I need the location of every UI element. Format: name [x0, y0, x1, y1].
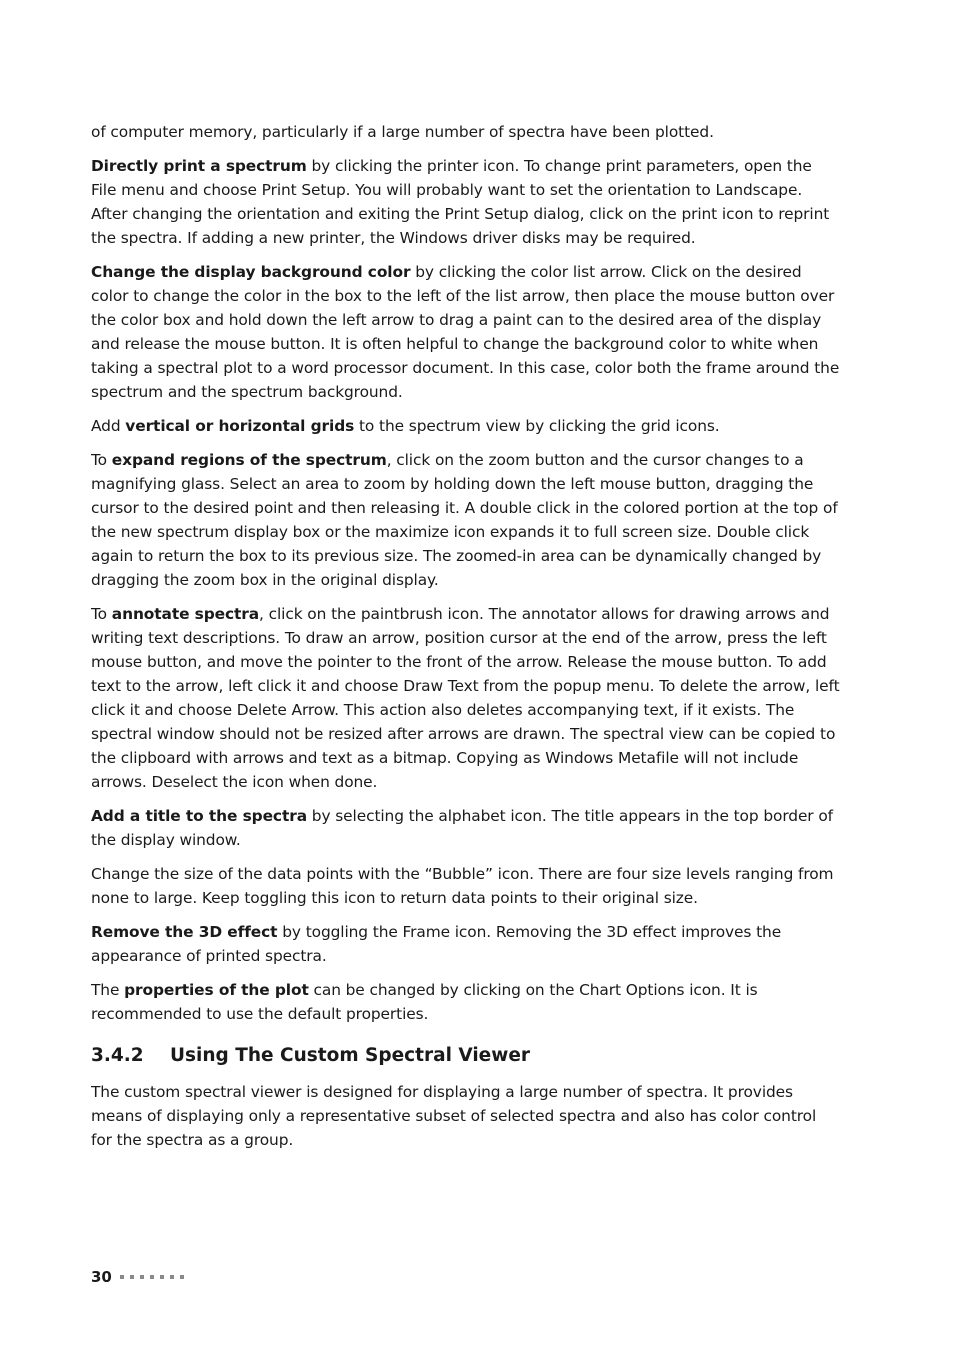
text-run: Add — [91, 417, 126, 435]
bold-term: Remove the 3D effect — [91, 923, 278, 941]
body-paragraph — [91, 804, 841, 852]
bold-term: Change the display background color — [91, 263, 411, 281]
text-run: by toggling the Frame icon. Removing the 3D effect improves the appearance of printed spectra. — [91, 923, 782, 965]
text-run: , click on the zoom button and the cursor changes to a magnifying glass. Select an area to zoom by holding down the left mouse button, dragging the cursor to the desired point and then releasing it. A double click in the colored portion at the top of the new spectrum display box or the maximize icon expands it to full screen size. Double click again to return the box to its previous size. The zoomed-in area can be dynamically changed by dragging the zoom box in the original display. — [91, 451, 838, 589]
page-footer — [91, 1268, 184, 1286]
bold-term: vertical or horizontal grids — [125, 417, 355, 435]
section-number: 3.4.2 — [91, 1045, 144, 1066]
text-run: To — [91, 605, 112, 623]
footer-dots — [120, 1275, 184, 1279]
paragraph-list — [91, 120, 841, 1026]
bold-term: Directly print a spectrum — [91, 157, 307, 175]
bold-term: annotate spectra — [111, 605, 260, 623]
section-paragraph: The custom spectral viewer is designed for displaying a large number of spectra. It provides means of displaying only a representative subset of selected spectra and also has color control for the spectra as a group. — [91, 1083, 817, 1149]
text-run: can be changed by clicking on the Chart Options icon. It is recommended to use the default properties. — [91, 981, 758, 1023]
text-run: by clicking the color list arrow. Click on the desired color to change the color in the box to the left of the list arrow, then place the mouse button over the color box and hold down the left arrow to drag a paint can to the desired area of the display and release the mouse button. It is often helpful to change the background color to white when taking a spectral plot to a word processor document. In this case, color both the frame around the spectrum and the spectrum background. — [91, 263, 840, 401]
bold-term: Add a title to the spectra — [91, 807, 307, 825]
text-run: Change the size of the data points with the “Bubble” icon. There are four size levels ranging from none to large. Keep toggling this icon to return data points to their original size. — [91, 865, 834, 907]
bold-term: properties of the plot — [124, 981, 309, 999]
body-paragraph — [91, 120, 841, 144]
text-run: by clicking the printer icon. To change print parameters, open the File menu and choose Print Setup. You will probably want to set the orientation to Landscape. After changing the orientation and exiting the Print Setup dialog, click on the print icon to reprint the spectra. If adding a new printer, the Windows driver disks may be required. — [91, 157, 830, 247]
body-paragraph — [91, 602, 841, 794]
page-number: 30 — [91, 1268, 112, 1286]
text-run: To — [91, 451, 112, 469]
bold-term: expand regions of the spectrum — [111, 451, 387, 469]
text-run: of computer memory, particularly if a large number of spectra have been plotted. — [91, 123, 714, 141]
body-paragraph — [91, 978, 841, 1026]
body-paragraph — [91, 154, 841, 250]
body-paragraph — [91, 414, 841, 438]
body-paragraph — [91, 448, 841, 592]
section-title: Using The Custom Spectral Viewer — [170, 1045, 530, 1066]
body-paragraph — [91, 862, 841, 910]
page-body — [91, 120, 841, 1162]
text-run: to the spectrum view by clicking the grid icons. — [354, 417, 720, 435]
text-run: by selecting the alphabet icon. The title appears in the top border of the display window. — [91, 807, 833, 849]
text-run: The — [91, 981, 125, 999]
section-heading — [91, 1043, 841, 1069]
text-run: , click on the paintbrush icon. The annotator allows for drawing arrows and writing text descriptions. To draw an arrow, position cursor at the end of the arrow, press the left mouse button, and move the pointer to the front of the arrow. Release the mouse button. To add text to the arrow, left click it and choose Draw Text from the popup menu. To delete the arrow, left click it and choose Delete Arrow. This action also deletes accompanying text, if it exists. The spectral window should not be resized after arrows are drawn. The spectral view can be copied to the clipboard with arrows and text as a bitmap. Copying as Windows Metafile will not include arrows. Deselect the icon when done. — [91, 605, 840, 791]
body-paragraph — [91, 920, 841, 968]
body-paragraph — [91, 260, 841, 404]
